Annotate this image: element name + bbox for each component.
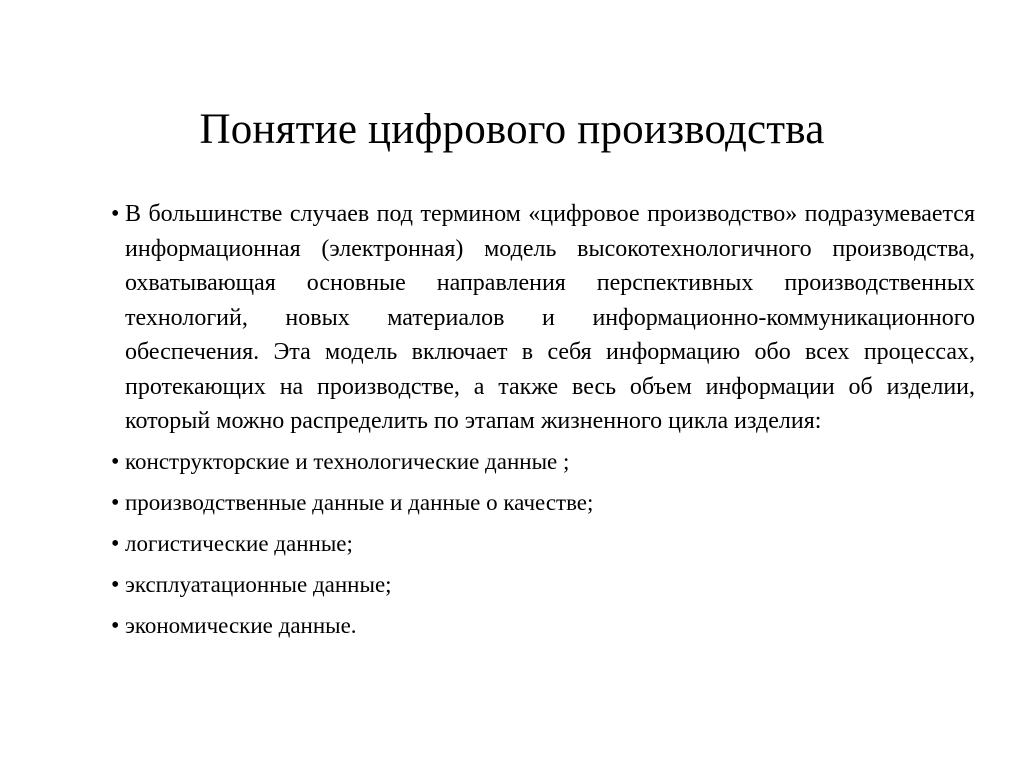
bullet-item-production-data [0, 485, 1024, 521]
bullet-marker: • [111, 448, 120, 475]
slide-title: Понятие цифрового производства [199, 106, 825, 153]
bullet-list [0, 197, 1024, 644]
bullet-text: логистические данные; [125, 530, 353, 556]
bullet-item-logistics-data [0, 526, 1024, 562]
bullet-text: эксплуатационные данные; [125, 571, 392, 597]
bullet-text: производственные данные и данные о качестве; [125, 489, 594, 515]
bullet-marker: • [111, 201, 120, 227]
bullet-marker: • [111, 612, 120, 639]
bullet-marker: • [111, 571, 120, 598]
bullet-item-design-data [0, 444, 1024, 480]
bullet-item-economic-data [0, 608, 1024, 644]
bullet-text: экономические данные. [125, 612, 357, 638]
bullet-item-operational-data [0, 567, 1024, 603]
bullet-text: конструкторские и технологические данные ; [125, 448, 570, 474]
bullet-marker: • [111, 530, 120, 557]
bullet-text: В большинстве случаев под термином «цифровое производство» подразумевается информационная (электронная) модель высокотехнологичного производства, охватывающая основные направления перспективных производственных технологий, новых материалов и информационно-коммуникационного обеспечения. Эта модель включает в себя информацию обо всех процессах, протекающих на производстве, а также весь объем информации об изделии, который можно распределить по этапам жизненного цикла изделия: [125, 201, 975, 434]
bullet-marker: • [111, 489, 120, 516]
bullet-item-definition [0, 197, 1024, 439]
